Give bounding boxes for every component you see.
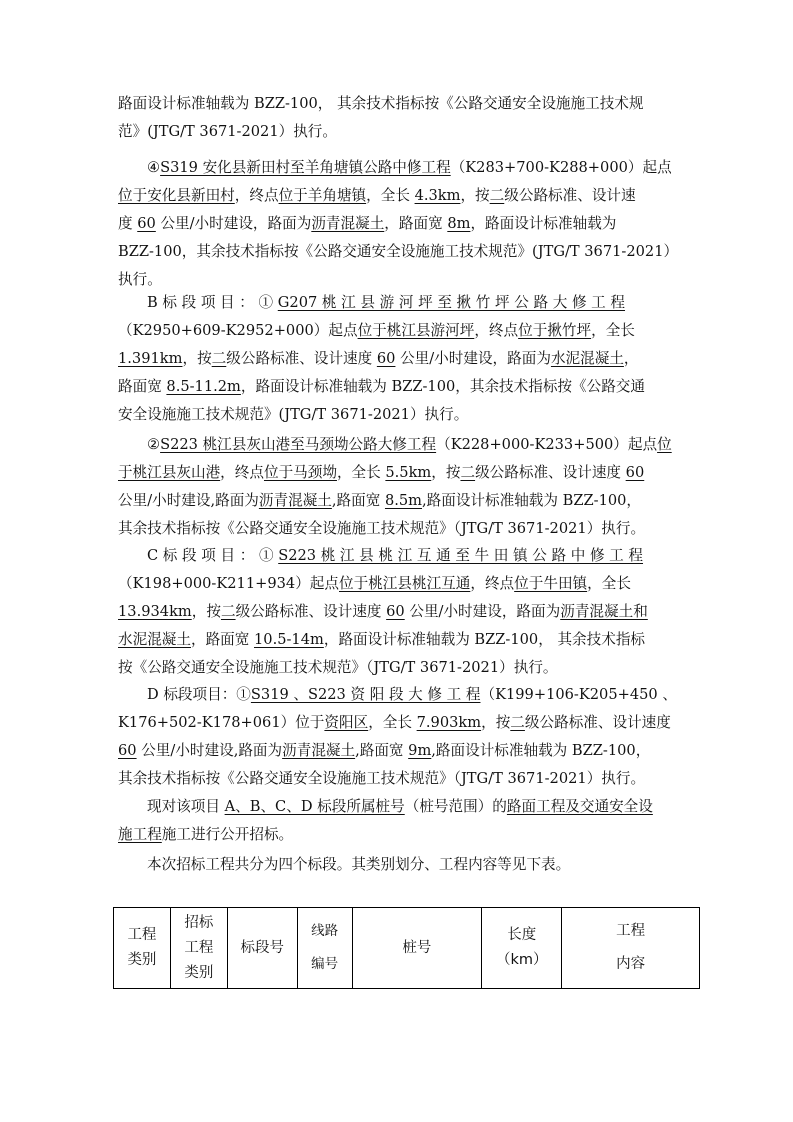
section-label: D 标段项目：① bbox=[147, 686, 251, 703]
text-line bbox=[118, 570, 698, 598]
text-line bbox=[118, 345, 698, 373]
road-grade: 二 bbox=[211, 350, 227, 367]
text-line bbox=[118, 317, 698, 345]
text-run: 公里/小时建设，路面为 bbox=[155, 215, 312, 232]
paragraph-table-intro bbox=[118, 851, 698, 879]
work-scope: 路面工程及交通安全设 bbox=[506, 798, 653, 815]
text-run: ，按 bbox=[431, 464, 461, 481]
project-name: S319 、S223 资 阳 段 大 修 工 程 bbox=[250, 686, 481, 703]
text-run: 公里/小时建设，路面为 bbox=[395, 350, 551, 367]
header-text: 类别 bbox=[184, 964, 214, 981]
text-run: ② bbox=[147, 436, 161, 453]
text-run: （K283+700-K288+000）起点 bbox=[450, 159, 672, 176]
length-value: 4.3km bbox=[414, 187, 461, 204]
paragraph-a4-s319 bbox=[118, 154, 698, 294]
text-run: ，终点 bbox=[220, 464, 264, 481]
text-run: （K198+000-K211+934）起点 bbox=[118, 575, 339, 592]
text-line: 其余技术指标按《公路交通安全设施施工技术规范》（JTG/T 3671-2021）执行。 bbox=[118, 520, 646, 537]
text-line bbox=[118, 626, 698, 654]
tender-table bbox=[113, 907, 700, 989]
width-value: 8.5m bbox=[384, 492, 423, 509]
header-section-number bbox=[227, 908, 297, 989]
text-run: ,路面设计标准轴载为 BZZ-100， bbox=[422, 492, 642, 509]
text-run: ，全长 bbox=[366, 187, 415, 204]
text-run: ，按 bbox=[481, 714, 511, 731]
road-grade: 二 bbox=[460, 464, 476, 481]
text-run: ，全长 bbox=[368, 714, 417, 731]
text-run: ,路面设计标准轴载为 BZZ-100， bbox=[431, 742, 651, 759]
speed-value: 60 bbox=[137, 215, 156, 232]
road-grade: 二 bbox=[220, 603, 236, 620]
text-run: ，全长 bbox=[336, 464, 386, 481]
project-name: S223 桃 江 县 桃 江 互 通 至 牛 田 镇 公 路 中 修 工 程 bbox=[278, 547, 644, 564]
text-run: ，路面设计标准轴载为 BZZ-100，其余技术指标按《公路交通 bbox=[240, 378, 645, 395]
pavement-type: 水泥混凝土 bbox=[118, 631, 191, 648]
text-run: 公里/小时建设,路面为 bbox=[118, 492, 259, 509]
header-text: 工程 bbox=[616, 923, 646, 939]
text-line: 安全设施施工技术规范》(JTG/T 3671-2021）执行。 bbox=[118, 406, 469, 423]
text-line bbox=[118, 709, 698, 737]
width-value: 10.5-14m bbox=[254, 631, 324, 648]
text-run: ，按 bbox=[182, 350, 212, 367]
header-text: 编号 bbox=[311, 956, 339, 972]
text-line: BZZ-100，其余技术指标按《公路交通安全设施施工技术规范》(JTG/T 3671-2021） bbox=[118, 243, 679, 260]
start-point: 位于安化县新田村 bbox=[118, 187, 235, 204]
start-point: 于桃江县灰山港 bbox=[118, 464, 221, 481]
pavement-type: 沥青混凝土 bbox=[258, 492, 332, 509]
text-run: 级公路标准、设计速度 bbox=[226, 350, 377, 367]
text-run: ，按 bbox=[191, 603, 221, 620]
text-line bbox=[118, 542, 698, 570]
text-line bbox=[118, 598, 698, 626]
text-run: ，全长 bbox=[591, 322, 635, 339]
header-tender-category bbox=[170, 908, 227, 989]
text-line bbox=[118, 182, 698, 210]
text-line bbox=[118, 154, 698, 182]
section-label: C 标 段 项 目 ： ① bbox=[147, 547, 279, 564]
text-run: ④ bbox=[147, 159, 161, 176]
paragraph-continuation bbox=[118, 90, 698, 146]
header-text: 线路 bbox=[311, 923, 339, 939]
header-route-number bbox=[297, 908, 352, 989]
speed-value: 60 bbox=[118, 742, 137, 759]
paragraph-tender-scope bbox=[118, 793, 698, 849]
width-value: 8m bbox=[447, 215, 471, 232]
text-line: 执行。 bbox=[118, 271, 162, 288]
text-line: 其余技术指标按《公路交通安全设施施工技术规范》（JTG/T 3671-2021）执行。 bbox=[118, 770, 646, 787]
width-value: 8.5-11.2m bbox=[166, 378, 241, 395]
text-run: 公里/小时建设，路面为 bbox=[404, 603, 561, 620]
header-text: 长度 bbox=[507, 927, 537, 943]
project-name: S223 桃江县灰山港至马颈坳公路大修工程 bbox=[160, 436, 437, 453]
pavement-type: 沥青混凝土 bbox=[282, 742, 356, 759]
text-run: ,路面宽 bbox=[355, 742, 409, 759]
text-line bbox=[118, 681, 698, 709]
paragraph-section-b bbox=[118, 289, 698, 429]
text-line bbox=[118, 289, 698, 317]
header-text: 桩号 bbox=[402, 939, 432, 956]
text-run: 公里/小时建设,路面为 bbox=[136, 742, 283, 759]
length-value: 7.903km bbox=[416, 714, 482, 731]
text-line bbox=[118, 793, 698, 821]
pavement-type: 沥青混凝土 bbox=[311, 215, 385, 232]
start-point: 位于桃江县游河坪 bbox=[357, 322, 475, 339]
text-line bbox=[118, 210, 698, 238]
text-run: 路面宽 bbox=[118, 378, 167, 395]
text-run: ， bbox=[623, 350, 639, 367]
paragraph-section-c bbox=[118, 542, 698, 682]
text-run: 级公路标准、设计速度 bbox=[235, 603, 387, 620]
header-text: 内容 bbox=[616, 956, 646, 972]
paragraph-b2-s223 bbox=[118, 431, 698, 543]
text-line: 范》(JTG/T 3671-2021）执行。 bbox=[118, 123, 337, 140]
text-line bbox=[118, 431, 698, 459]
length-value: 13.934km bbox=[118, 603, 192, 620]
work-scope: 施工程 bbox=[118, 826, 162, 843]
paragraph-section-d bbox=[118, 681, 698, 793]
road-grade: 二 bbox=[489, 187, 505, 204]
length-value: 1.391km bbox=[118, 350, 183, 367]
text-run: 现对该项目 bbox=[147, 798, 225, 815]
text-run: ，路面宽 bbox=[384, 215, 448, 232]
text-run: 级公路标准、设计速度 bbox=[475, 464, 626, 481]
header-length bbox=[482, 908, 562, 989]
text-run: ,路面宽 bbox=[331, 492, 385, 509]
header-text: 工程 bbox=[127, 927, 157, 943]
start-point: 位 bbox=[657, 436, 672, 453]
road-grade: 二 bbox=[510, 714, 525, 731]
text-run: （K228+000-K233+500）起点 bbox=[436, 436, 658, 453]
width-value: 9m bbox=[408, 742, 432, 759]
text-run: 级公路标准、设计速 bbox=[504, 187, 636, 204]
header-project-category bbox=[114, 908, 171, 989]
section-label: B 标 段 项 目 ： ① bbox=[147, 294, 278, 311]
text-run: ，路面设计标准轴载为 BZZ-100， 其余技术指标 bbox=[323, 631, 646, 648]
speed-value: 60 bbox=[376, 350, 396, 367]
text-run: K176+502-K178+061）位于 bbox=[118, 714, 325, 731]
header-text: 招标 bbox=[184, 914, 214, 931]
text-line: 按《公路交通安全设施施工技术规范》（JTG/T 3671-2021）执行。 bbox=[118, 659, 558, 676]
text-run: ，按 bbox=[460, 187, 490, 204]
header-work-content bbox=[562, 908, 700, 989]
project-name: G207 桃 江 县 游 河 坪 至 揪 竹 坪 公 路 大 修 工 程 bbox=[277, 294, 626, 311]
header-stake-number bbox=[352, 908, 482, 989]
end-point: 位于马颈坳 bbox=[263, 464, 337, 481]
text-run: ，终点 bbox=[234, 187, 279, 204]
text-run: ，终点 bbox=[474, 322, 519, 339]
text-run: ，路面宽 bbox=[190, 631, 254, 648]
text-run: （K2950+609-K2952+000）起点 bbox=[118, 322, 358, 339]
text-run: ，路面设计标准轴载为 bbox=[470, 215, 617, 232]
end-point: 位于牛田镇 bbox=[514, 575, 588, 592]
text-line bbox=[118, 821, 698, 849]
header-text: 类别 bbox=[127, 952, 157, 968]
text-line bbox=[118, 737, 698, 765]
table-header-row bbox=[114, 908, 700, 989]
text-run: 度 bbox=[118, 215, 138, 232]
pavement-type: 水泥混凝土 bbox=[550, 350, 624, 367]
header-text: 工程 bbox=[184, 939, 214, 956]
text-run: ，全长 bbox=[587, 575, 631, 592]
length-value: 5.5km bbox=[385, 464, 432, 481]
speed-value: 60 bbox=[386, 603, 405, 620]
start-point: 位于桃江县桃江互通 bbox=[339, 575, 471, 592]
text-line bbox=[118, 459, 698, 487]
pavement-type: 沥青混凝土和 bbox=[560, 603, 648, 620]
speed-value: 60 bbox=[625, 464, 645, 481]
header-text: 标段号 bbox=[240, 939, 284, 956]
text-line: 路面设计标准轴载为 BZZ-100， 其余技术指标按《公路交通安全设施施工技术规 bbox=[118, 95, 644, 112]
text-run: （K199+106-K205+450 、 bbox=[480, 686, 677, 703]
text-run: （桩号范围）的 bbox=[404, 798, 507, 815]
text-line bbox=[118, 487, 698, 515]
header-text: （km） bbox=[496, 952, 548, 968]
text-run: ，终点 bbox=[470, 575, 515, 592]
text-run: 级公路标准、设计速度 bbox=[524, 714, 671, 731]
end-point: 位于揪竹坪 bbox=[518, 322, 592, 339]
text-line bbox=[118, 373, 698, 401]
text-line: 本次招标工程共分为四个标段。其类别划分、工程内容等见下表。 bbox=[147, 856, 571, 873]
text-run: 施工进行公开招标。 bbox=[161, 826, 294, 843]
sections-list: A、B、C、D 标段所属桩号 bbox=[224, 798, 405, 815]
end-point: 位于羊角塘镇 bbox=[278, 187, 367, 204]
project-name: S319 安化县新田村至羊角塘镇公路中修工程 bbox=[160, 159, 451, 176]
location: 资阳区 bbox=[324, 714, 369, 731]
